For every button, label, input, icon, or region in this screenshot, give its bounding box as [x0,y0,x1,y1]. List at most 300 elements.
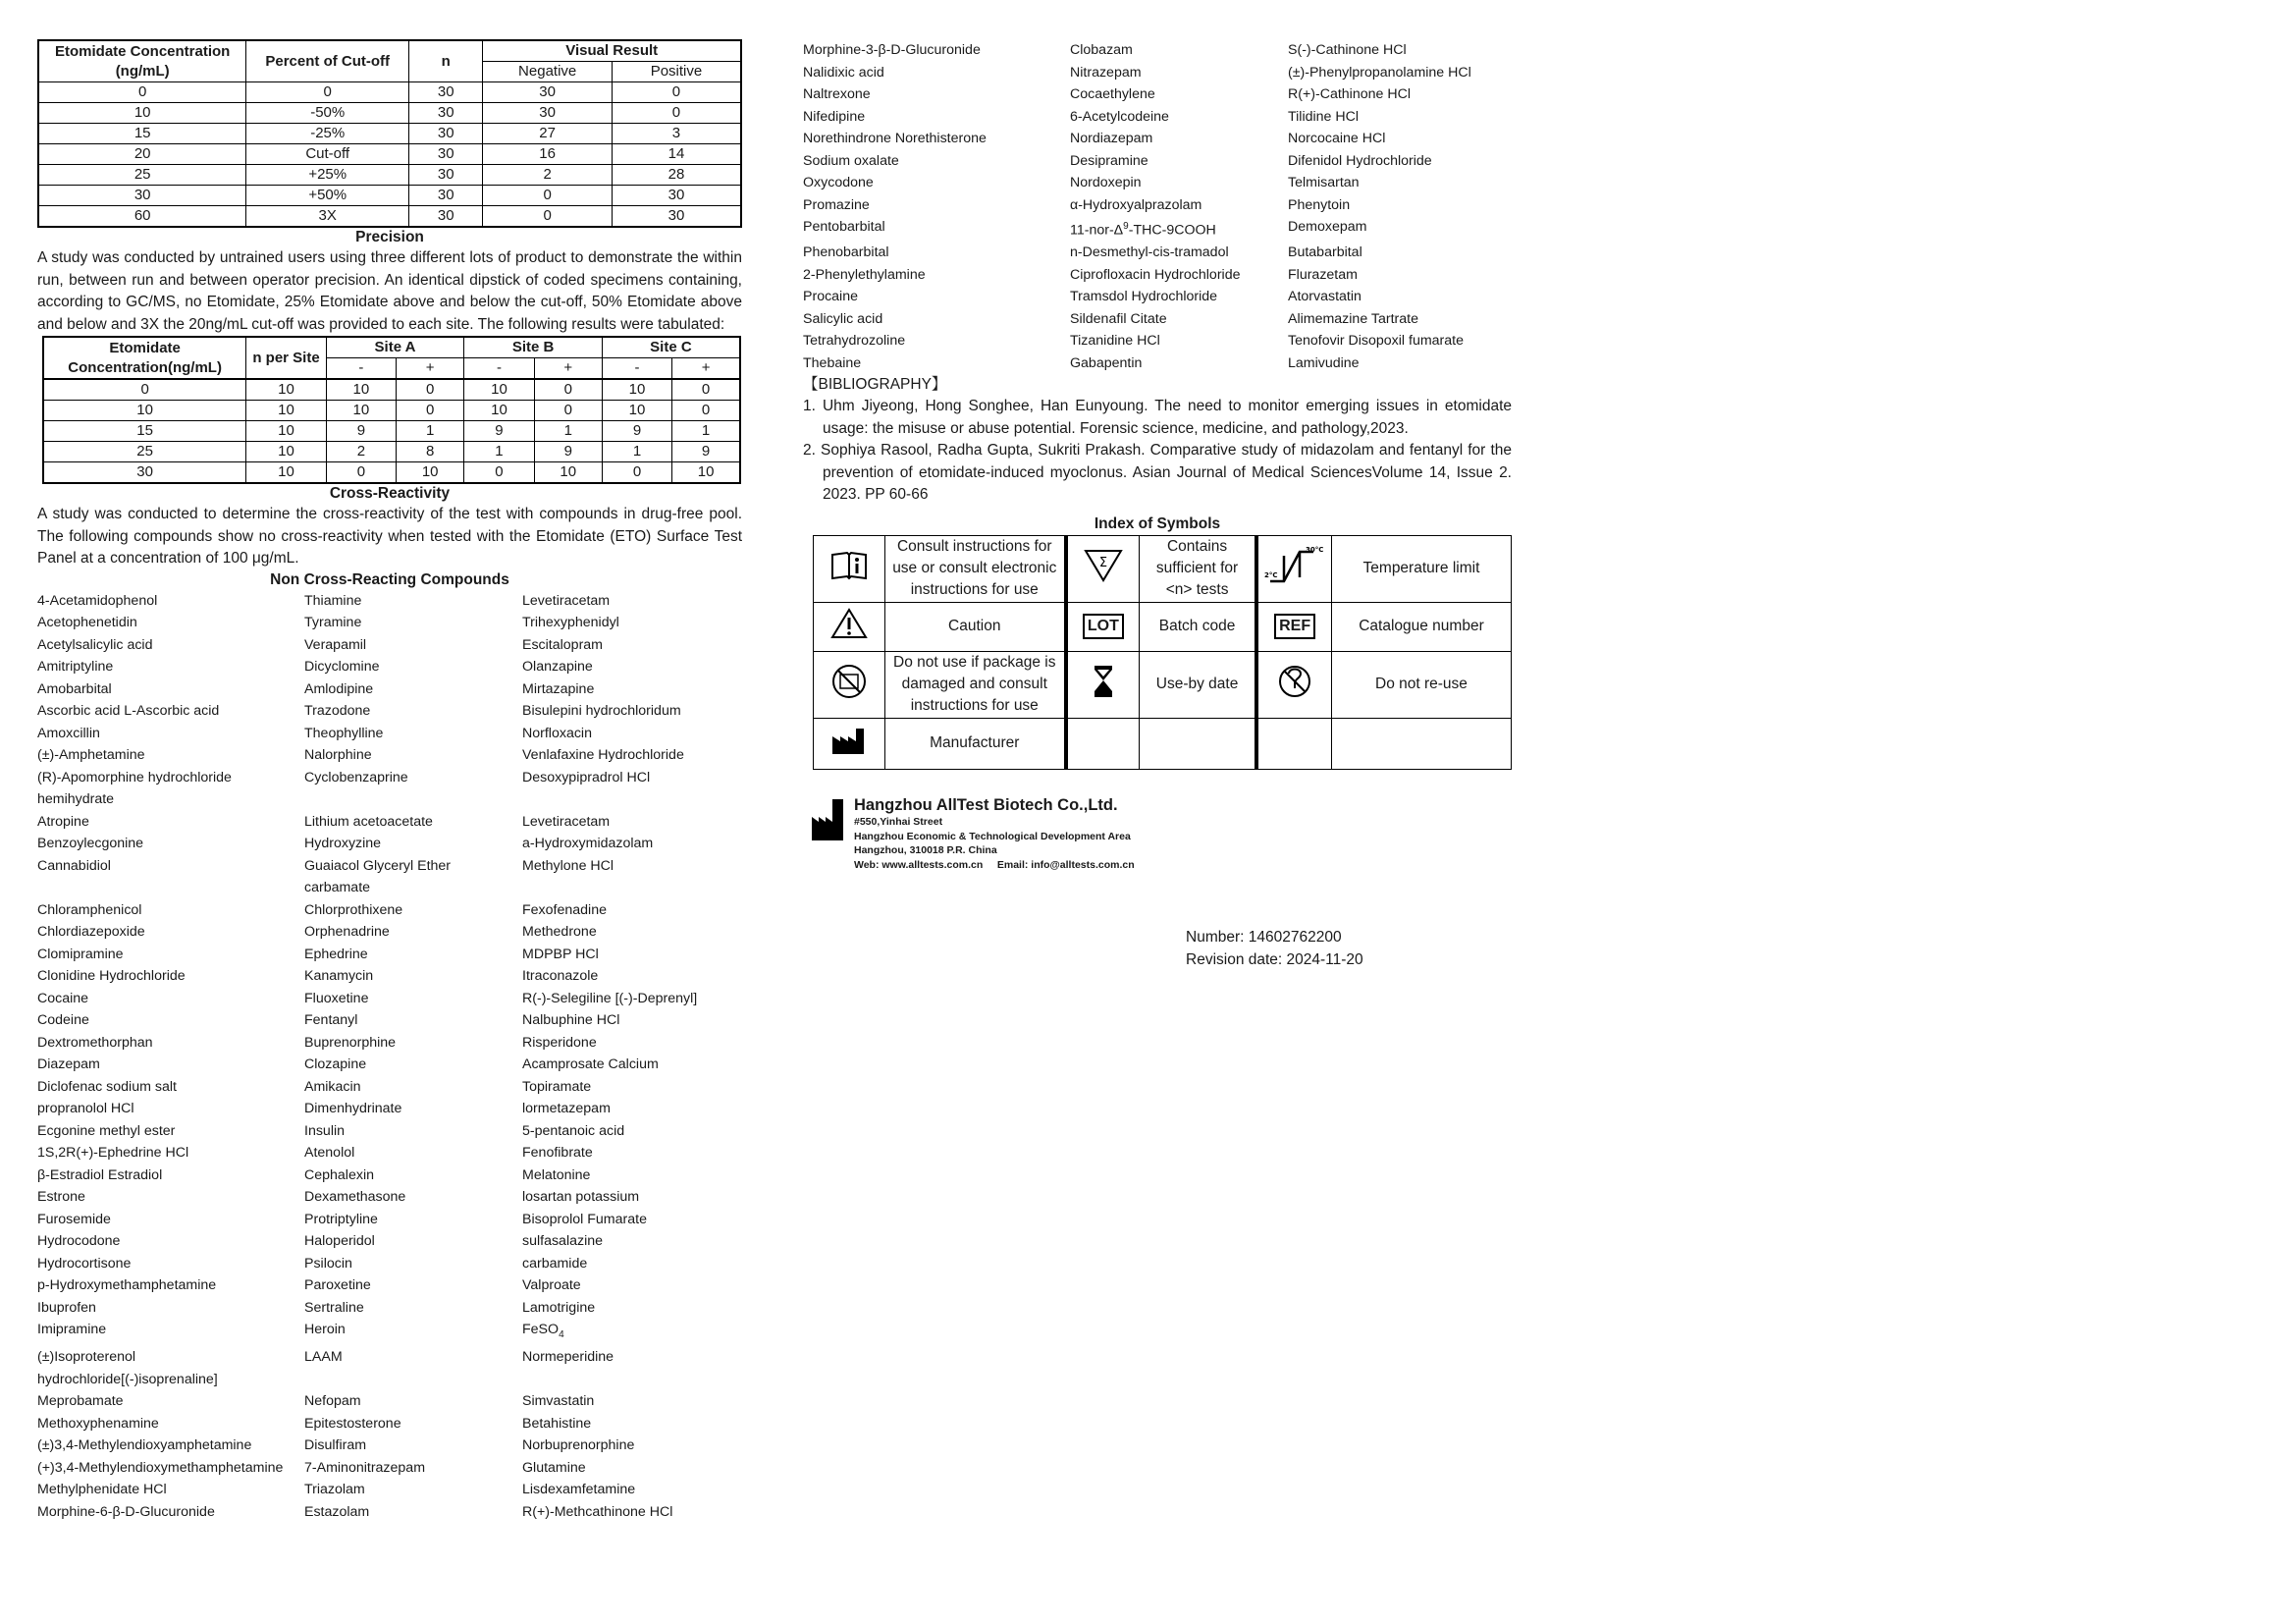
compound-item: Nordiazepam [1070,131,1153,146]
compound-item: Phenobarbital [803,244,889,261]
contains-label: Contains sufficient for <n> tests [1139,535,1256,602]
compound-item: Norethindrone Norethisterone [803,131,987,146]
catalogue-label: Catalogue number [1331,602,1511,651]
compound-item: Desipramine [1070,152,1148,169]
compound-item: Ascorbic acid L-Ascorbic acid [37,703,220,719]
compound-item: Cocaethylene [1070,86,1155,102]
header-negative: Negative [483,62,613,82]
cutoff-cell: 0 [612,82,741,103]
site-cell: 10 [246,442,326,462]
cutoff-cell: 3X [246,206,409,228]
damaged-label: Do not use if package is damaged and consult instructions for use [884,651,1066,718]
compound-item: losartan potassium [522,1189,640,1205]
site-cell: 9 [602,421,671,442]
cutoff-row [38,103,741,124]
compound-item: Demoxepam [1288,219,1367,235]
compound-item: Nalidixic acid [803,64,884,81]
cutoff-cell: 30 [409,144,483,165]
cutoff-cell: 0 [612,103,741,124]
compound-item: 1S,2R(+)-Ephedrine HCl [37,1145,189,1161]
compound-item [522,1369,742,1391]
site-cell: 1 [397,421,464,442]
site-header-n: n per Site [246,337,326,379]
compound-item: Amikacin [304,1078,361,1095]
compound-item: carbamide [522,1255,588,1272]
site-cell: 10 [602,401,671,421]
compound-item: Triazolam [304,1482,365,1498]
batch-label: Batch code [1139,602,1256,651]
compound-item: Lamivudine [1288,354,1360,371]
bibliography-heading: 【BIBLIOGRAPHY】 [803,376,947,394]
compound-item: Lithium acetoacetate [304,813,433,830]
sigma-glyph: Σ [1098,555,1108,570]
compound-item: (±)-Amphetamine [37,747,145,763]
compound-item: Oxycodone [803,175,874,190]
cutoff-cell: 30 [409,165,483,186]
compound-item: Dimenhydrinate [304,1101,402,1116]
thc-sup: 9 [1123,221,1129,232]
compound-item: Morphine-3-β-D-Glucuronide [803,42,981,58]
cutoff-cell: 25 [38,165,246,186]
cutoff-table [37,39,742,228]
compound-item: Heroin [304,1322,346,1337]
site-b-neg: - [464,358,534,380]
compound-item: Theophylline [304,725,384,741]
compound-item: MDPBP HCl [522,946,599,962]
company-city: Hangzhou, 310018 P.R. China [854,844,997,856]
compound-item: Promazine [803,196,870,213]
precision-title: Precision [355,229,424,245]
compound-item: Haloperidol [304,1233,375,1249]
company-web: Web: www.alltests.com.cn Email: info@alltests.com.cn [854,858,1135,871]
cutoff-cell: 10 [38,103,246,124]
lot-icon [1066,602,1139,651]
symbols-table [813,535,1512,770]
compound-item: Clonidine Hydrochloride [37,968,186,984]
compound-item: (+)3,4-Methylendioxymethamphetamine [37,1459,284,1476]
site-cell: 1 [602,442,671,462]
compound-item: Mirtazapine [522,680,595,697]
site-cell: 10 [397,462,464,484]
compound-item: (±)3,4-Methylendioxyamphetamine [37,1437,252,1454]
symbols-title: Index of Symbols [1094,514,1221,532]
compound-item: Acetylsalicylic acid [37,636,153,653]
empty-cell [1256,718,1331,769]
site-b-pos: + [534,358,602,380]
compound-item: Ciprofloxacin Hydrochloride [1070,266,1241,283]
site-header-c: Site C [602,337,740,358]
site-cell: 10 [464,379,534,401]
compound-item: α-Hydroxyalprazolam [1070,196,1202,213]
company-name: Hangzhou AllTest Biotech Co.,Ltd. [854,796,1118,814]
compound-item: Nordoxepin [1070,175,1142,190]
compound-item: Gabapentin [1070,354,1143,371]
compound-item: Tetrahydrozoline [803,333,906,350]
cutoff-cell: 20 [38,144,246,165]
compound-item: Insulin [304,1122,346,1139]
compound-item: Thiamine [304,592,362,609]
temperature-label: Temperature limit [1331,535,1511,602]
compound-item: Difenidol Hydrochloride [1288,152,1432,169]
site-cell: 0 [602,462,671,484]
compound-item: Hydrocortisone [37,1255,132,1272]
header-n: n [409,40,483,82]
site-cell: 10 [464,401,534,421]
empty-cell [1139,718,1256,769]
site-cell: 2 [326,442,396,462]
cutoff-cell: 0 [246,82,409,103]
compound-item: Methylphenidate HCl [37,1482,167,1498]
compound-list-right [803,39,1512,374]
temp-high: 30°C [1306,545,1324,554]
compound-item: Methedrone [522,924,597,940]
site-cell: 10 [246,462,326,484]
compound-item [304,788,522,811]
site-cell: 0 [43,379,246,401]
compound-item: R(-)-Selegiline [(-)-Deprenyl] [522,990,698,1006]
manufacturer-icon [814,718,885,769]
compound-item: Tenofovir Disopoxil fumarate [1288,333,1464,350]
compound-item: Clobazam [1070,42,1133,58]
compound-item: Chlordiazepoxide [37,924,145,940]
compound-item: Procaine [803,289,858,305]
bibliography-item-2: 2. Sophiya Rasool, Radha Gupta, Sukriti Prakash. Comparative study of midazolam and fentanyl for the prevention of etomidate-induced myoclonus. Asian Journal of Medical SciencesVolume 14, Issue 2. 2023. PP 60-66 [803,442,1512,504]
ref-text: REF [1274,614,1315,639]
cutoff-cell: 16 [483,144,613,165]
compound-item: Benzoylecgonine [37,836,144,851]
compound-item: Meprobamate [37,1393,124,1410]
cutoff-cell: Cut-off [246,144,409,165]
compound-item: Fentanyl [304,1012,358,1028]
compound-item: Norbuprenorphine [522,1437,635,1454]
compound-item: lormetazepam [522,1101,611,1116]
compound-item: Bisulepini hydrochloridum [522,703,681,719]
compound-item [522,788,742,811]
right-column [803,39,1512,770]
site-cell: 9 [464,421,534,442]
compound-item: 2-Phenylethylamine [803,266,926,283]
no-reuse-icon [1256,651,1331,718]
site-cell: 0 [397,379,464,401]
compound-item: Buprenorphine [304,1034,397,1051]
cutoff-row [38,206,741,228]
cutoff-cell: 28 [612,165,741,186]
cross-reactivity-title: Cross-Reactivity [329,485,451,502]
header-concentration: Etomidate Concentration (ng/mL) [38,40,246,82]
compound-item: 5-pentanoic acid [522,1122,625,1139]
compound-item: Trihexyphenidyl [522,615,619,630]
caution-icon [814,602,885,651]
consult-icon [814,535,885,602]
non-cross-title: Non Cross-Reacting Compounds [270,570,509,588]
revision-date: Revision date: 2024-11-20 [1186,950,1363,968]
cutoff-cell: 0 [483,206,613,228]
compound-item: Normeperidine [522,1349,614,1366]
compound-item: Ecgonine methyl ester [37,1122,176,1139]
compound-item: Cyclobenzaprine [304,769,408,785]
site-row [43,442,740,462]
site-cell: 0 [672,401,740,421]
cutoff-cell: 27 [483,124,613,144]
compound-item: Tramsdol Hydrochloride [1070,289,1218,305]
compound-item: Nalbuphine HCl [522,1012,620,1028]
compound-item: Topiramate [522,1078,592,1095]
compound-item: Atenolol [304,1145,355,1161]
compound-item: Glutamine [522,1459,586,1476]
site-cell: 9 [326,421,396,442]
compound-item: Desoxypipradrol HCl [522,769,651,785]
compound-item: Guaiacol Glyceryl Ether [304,857,452,874]
no-reuse-label: Do not re-use [1331,651,1511,718]
compound-item: Betahistine [522,1415,592,1432]
compound-item [1070,216,1288,242]
ref-icon [1256,602,1331,651]
compound-item: LAAM [304,1349,343,1366]
cutoff-row [38,124,741,144]
compound-item: Nitrazepam [1070,64,1142,81]
site-table [42,336,741,484]
cutoff-cell: +25% [246,165,409,186]
cutoff-cell: 3 [612,124,741,144]
site-cell: 10 [326,379,396,401]
compound-item: Nefopam [304,1393,361,1410]
compound-item: Fexofenadine [522,901,607,918]
site-row [43,421,740,442]
compound-item: 6-Acetylcodeine [1070,108,1169,125]
compound-item: Diazepam [37,1056,100,1072]
compound-item: FeSO$_4$ [522,1322,564,1340]
header-visual-result: Visual Result [483,40,741,62]
site-cell: 10 [246,401,326,421]
compound-item: Itraconazole [522,968,599,984]
site-cell: 0 [397,401,464,421]
compound-item: Chlorprothixene [304,901,403,918]
compound-item: Pentobarbital [803,219,885,235]
thc-suffix: -THC-9COOH [1128,222,1216,239]
cutoff-cell: 30 [409,124,483,144]
site-cell: 1 [534,421,602,442]
site-cell: 10 [246,379,326,401]
compound-item: Hydrocodone [37,1233,121,1249]
site-cell: 0 [464,462,534,484]
site-cell: 10 [602,379,671,401]
compound-item: Verapamil [304,636,367,653]
cutoff-cell: 0 [483,186,613,206]
damaged-package-icon [814,651,885,718]
compound-item: Diclofenac sodium salt [37,1078,177,1095]
compound-item: Fluoxetine [304,990,369,1006]
compound-item: Disulfiram [304,1437,367,1454]
compound-item: Hydroxyzine [304,836,382,851]
compound-item: Thebaine [803,354,862,371]
compound-item: Atorvastatin [1288,289,1362,305]
compound-item: Methylone HCl [522,857,614,874]
header-percent: Percent of Cut-off [246,40,409,82]
subscript: 4 [559,1328,564,1340]
compound-item: n-Desmethyl-cis-tramadol [1070,244,1229,261]
compound-item: Amobarbital [37,680,112,697]
compound-item: Phenytoin [1288,196,1351,213]
compound-item: Venlafaxine Hydrochloride [522,747,684,763]
compound-item: Valproate [522,1277,581,1293]
cutoff-cell: 15 [38,124,246,144]
temperature-icon [1256,535,1331,602]
hourglass-icon [1066,651,1139,718]
compound-item: Bisoprolol Fumarate [522,1211,647,1227]
caution-label: Caution [884,602,1066,651]
compound-item: p-Hydroxymethamphetamine [37,1277,217,1293]
compound-item: Flurazetam [1288,266,1358,283]
site-cell: 0 [672,379,740,401]
site-header-b: Site B [464,337,603,358]
manufacturer-logo-icon [811,795,846,847]
site-row [43,401,740,421]
compound-item: R(+)-Methcathinone HCl [522,1503,673,1520]
compound-item: Clomipramine [37,946,124,962]
cutoff-row [38,186,741,206]
company-street: #550,Yinhai Street [854,816,943,828]
site-header-a: Site A [326,337,464,358]
site-cell: 10 [534,462,602,484]
compound-item: Dicyclomine [304,659,380,675]
site-header-concentration: Etomidate Concentration(ng/mL) [43,337,246,379]
compound-item: Psilocin [304,1255,352,1272]
compound-item: Nalorphine [304,747,372,763]
compound-item: Norcocaine HCl [1288,131,1386,146]
lot-text: LOT [1083,614,1124,639]
compound-item: Amitriptyline [37,659,114,675]
cutoff-cell: +50% [246,186,409,206]
site-c-neg: - [602,358,671,380]
compound-item: (R)-Apomorphine hydrochloride [37,769,232,785]
compound-item: 7-Aminonitrazepam [304,1459,426,1476]
compound-item: Clozapine [304,1056,367,1072]
compound-item: Levetiracetam [522,813,611,830]
compound-item: Fenofibrate [522,1145,593,1161]
compound-item: sulfasalazine [522,1233,604,1249]
site-cell: 9 [672,442,740,462]
compound-item: S(-)-Cathinone HCl [1288,42,1407,58]
compound-item: Simvastatin [522,1393,595,1410]
cutoff-cell: 30 [483,82,613,103]
site-cell: 10 [326,401,396,421]
company-area: Hangzhou Economic & Technological Development Area [854,830,1131,842]
site-row [43,379,740,401]
cutoff-cell: 30 [409,186,483,206]
compound-item: Amoxcillin [37,725,100,741]
compound-item: Chloramphenicol [37,901,142,918]
left-column [37,39,742,1523]
compound-item: Sodium oxalate [803,152,899,169]
compound-item: Butabarbital [1288,244,1362,261]
document-meta [1186,927,1363,971]
header-positive: Positive [612,62,741,82]
site-cell: 25 [43,442,246,462]
compound-item: Imipramine [37,1322,107,1337]
compound-item: β-Estradiol Estradiol [37,1166,163,1183]
temp-low: 2°C [1264,570,1278,579]
compound-item: Melatonine [522,1166,591,1183]
compound-item: Epitestosterone [304,1415,401,1432]
compound-item: Alimemazine Tartrate [1288,310,1418,327]
compound-item: Kanamycin [304,968,374,984]
compound-item: R(+)-Cathinone HCl [1288,86,1411,102]
cutoff-cell: 30 [483,103,613,124]
site-c-pos: + [672,358,740,380]
compound-item: (±)-Phenylpropanolamine HCl [1288,64,1471,81]
thc-prefix: 11-nor-Δ [1070,222,1124,239]
empty-cell [1331,718,1511,769]
cutoff-cell: -25% [246,124,409,144]
compound-item: Sildenafil Citate [1070,310,1167,327]
compound-item [37,877,304,899]
site-a-neg: - [326,358,396,380]
compound-item: Telmisartan [1288,175,1360,190]
compound-item: 4-Acetamidophenol [37,592,158,609]
cutoff-cell: 30 [612,186,741,206]
cutoff-cell: 30 [612,206,741,228]
cutoff-cell: 30 [38,186,246,206]
compound-item: Morphine-6-β-D-Glucuronide [37,1503,215,1520]
contains-icon [1066,535,1139,602]
compound-item: Olanzapine [522,659,593,675]
compound-item: propranolol HCl [37,1101,134,1116]
consult-label: Consult instructions for use or consult electronic instructions for use [884,535,1066,602]
compound-item: Paroxetine [304,1277,371,1293]
site-cell: 0 [534,401,602,421]
site-cell: 10 [246,421,326,442]
site-cell: 8 [397,442,464,462]
compound-item: carbamate [304,880,371,895]
compound-item: Tilidine HCl [1288,108,1360,125]
cutoff-cell: 30 [409,206,483,228]
site-a-pos: + [397,358,464,380]
cutoff-cell: 30 [409,82,483,103]
compound-item: hydrochloride[(-)isoprenaline] [37,1371,218,1387]
cutoff-cell: 30 [409,103,483,124]
site-cell: 9 [534,442,602,462]
compound-item [522,877,742,899]
empty-cell [1066,718,1139,769]
compound-item: Protriptyline [304,1211,378,1227]
compound-item: Salicylic acid [803,310,883,327]
site-cell: 0 [326,462,396,484]
site-cell: 10 [43,401,246,421]
compound-item: Cocaine [37,990,89,1006]
compound-item: Dexamethasone [304,1189,406,1205]
compound-item: Atropine [37,813,89,830]
site-cell: 10 [672,462,740,484]
compound-item: Estazolam [304,1503,370,1520]
compound-item: Tizanidine HCl [1070,333,1160,350]
use-by-label: Use-by date [1139,651,1256,718]
site-cell: 1 [464,442,534,462]
compound-item: Dextromethorphan [37,1034,153,1051]
compound-item: Lamotrigine [522,1299,596,1316]
manufacturer-label: Manufacturer [884,718,1066,769]
site-row [43,462,740,484]
site-cell: 1 [672,421,740,442]
compound-item: Acetophenetidin [37,615,137,630]
site-cell: 15 [43,421,246,442]
compound-item: Orphenadrine [304,924,390,940]
cutoff-row [38,82,741,103]
compound-item: Escitalopram [522,636,604,653]
compound-item: Lisdexamfetamine [522,1482,636,1498]
compound-item: a-Hydroxymidazolam [522,836,654,851]
cutoff-row [38,144,741,165]
compound-item: Levetiracetam [522,592,611,609]
